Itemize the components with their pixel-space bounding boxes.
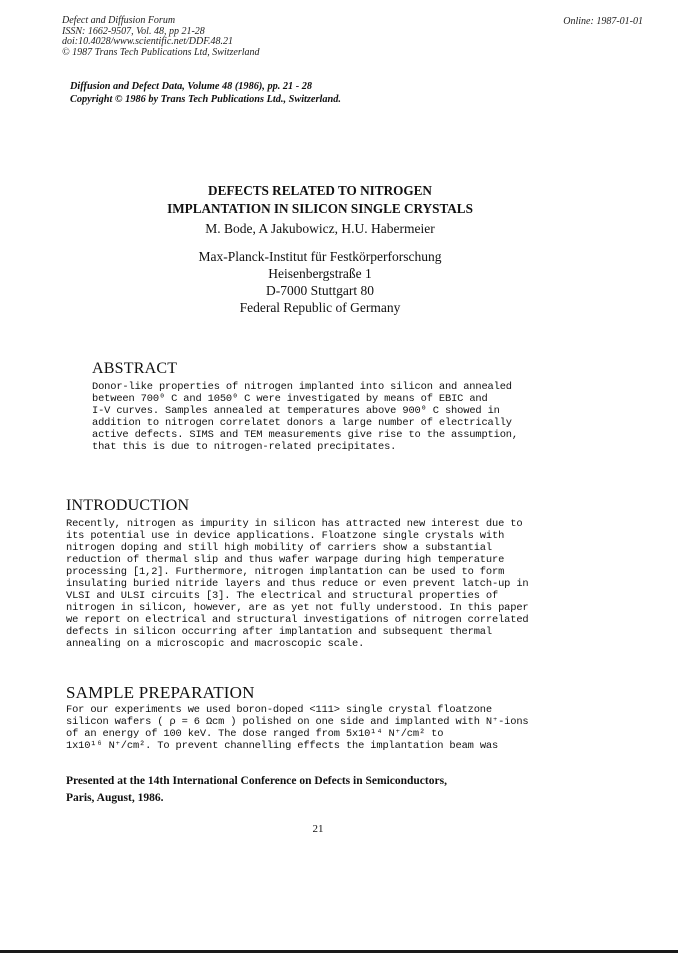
abstract-line: Donor-like properties of nitrogen implanted into silicon and annealed — [92, 381, 512, 393]
journal-header — [62, 16, 260, 58]
journal-name: Defect and Diffusion Forum — [62, 15, 176, 26]
introduction-line: we report on electrical and structural investigations of nitrogen correlated — [66, 614, 529, 626]
introduction-line: its potential use in device applications. Floatzone single crystals with — [66, 530, 505, 542]
introduction-heading: INTRODUCTION — [66, 497, 190, 514]
title-line-1: DEFECTS RELATED TO NITROGEN — [208, 183, 432, 198]
introduction-body — [66, 518, 529, 650]
page-number: 21 — [312, 823, 324, 835]
introduction-line: VLSI and ULSI circuits [3]. The electrical and structural properties of — [66, 590, 499, 602]
sample-preparation-line: of an energy of 100 keV. The dose ranged from 5x10¹⁴ N⁺/cm² to — [66, 728, 444, 740]
abstract-line: between 700⁰ C and 1050⁰ C were investigated by means of EBIC and — [92, 393, 488, 405]
abstract-line: I-V curves. Samples annealed at temperatures above 900⁰ C showed in — [92, 405, 500, 417]
affiliation — [0, 248, 640, 316]
online-date: Online: 1987-01-01 — [563, 16, 643, 27]
sample-preparation-line: silicon wafers ( ρ = 6 Ωcm ) polished on one side and implanted with N⁺-ions — [66, 716, 529, 728]
abstract-body — [92, 381, 518, 453]
abstract-line: addition to nitrogen correlatet donors a large number of electrically — [92, 417, 512, 429]
affiliation-line: Max-Planck-Institut für Festkörperforschung — [198, 249, 442, 264]
introduction-line: nitrogen doping and still high mobility of carriers show a substantial — [66, 542, 492, 554]
abstract-heading: ABSTRACT — [92, 360, 178, 377]
title-line-2: IMPLANTATION IN SILICON SINGLE CRYSTALS — [167, 201, 473, 216]
paper-title — [0, 182, 640, 218]
introduction-line: annealing on a microscopic and macroscopic scale. — [66, 638, 365, 650]
sample-preparation-body — [66, 704, 529, 752]
journal-copyright: © 1987 Trans Tech Publications Ltd, Switzerland — [62, 46, 260, 58]
introduction-line: insulating buried nitride layers and thus reduce or even prevent latch-up in — [66, 578, 529, 590]
abstract-line: active defects. SIMS and TEM measurements give rise to the assumption, — [92, 429, 518, 441]
sample-preparation-line: 1x10¹⁶ N⁺/cm². To prevent channelling effects the implantation beam was — [66, 740, 499, 752]
authors: M. Bode, A Jakubowicz, H.U. Habermeier — [205, 221, 435, 236]
affiliation-line: Federal Republic of Germany — [239, 300, 401, 315]
introduction-line: nitrogen in silicon, however, are as yet not fully understood. In this paper — [66, 602, 529, 614]
sample-preparation-heading: SAMPLE PREPARATION — [66, 683, 255, 702]
journal-doi[interactable]: doi:10.4028/www.scientific.net/DDF.48.21 — [62, 36, 234, 47]
affiliation-line: D-7000 Stuttgart 80 — [266, 283, 374, 298]
abstract-line: that this is due to nitrogen-related precipitates. — [92, 441, 397, 453]
conference-footnote — [66, 773, 447, 807]
citation-block — [70, 80, 341, 106]
citation-line-1: Diffusion and Defect Data, Volume 48 (1986), pp. 21 - 28 — [70, 81, 313, 92]
citation-line-2: Copyright © 1986 by Trans Tech Publications Ltd., Switzerland. — [70, 94, 341, 105]
affiliation-line: Heisenbergstraße 1 — [268, 266, 372, 281]
introduction-line: reduction of thermal slip and thus wafer warpage during high temperature — [66, 554, 505, 566]
journal-issn: ISSN: 1662-9507, Vol. 48, pp 21-28 — [62, 25, 205, 37]
introduction-line: processing [1,2]. Furthermore, nitrogen implantation can be used to form — [66, 566, 505, 578]
footnote-line-2: Paris, August, 1986. — [66, 792, 164, 804]
sample-preparation-line: For our experiments we used boron-doped <111> single crystal floatzone — [66, 704, 492, 716]
bottom-rule — [0, 950, 678, 953]
introduction-line: Recently, nitrogen as impurity in silicon has attracted new interest due to — [66, 518, 523, 530]
footnote-line-1: Presented at the 14th International Conference on Defects in Semiconductors, — [66, 775, 447, 787]
introduction-line: defects in silicon occurring after implantation and subsequent thermal — [66, 626, 492, 638]
